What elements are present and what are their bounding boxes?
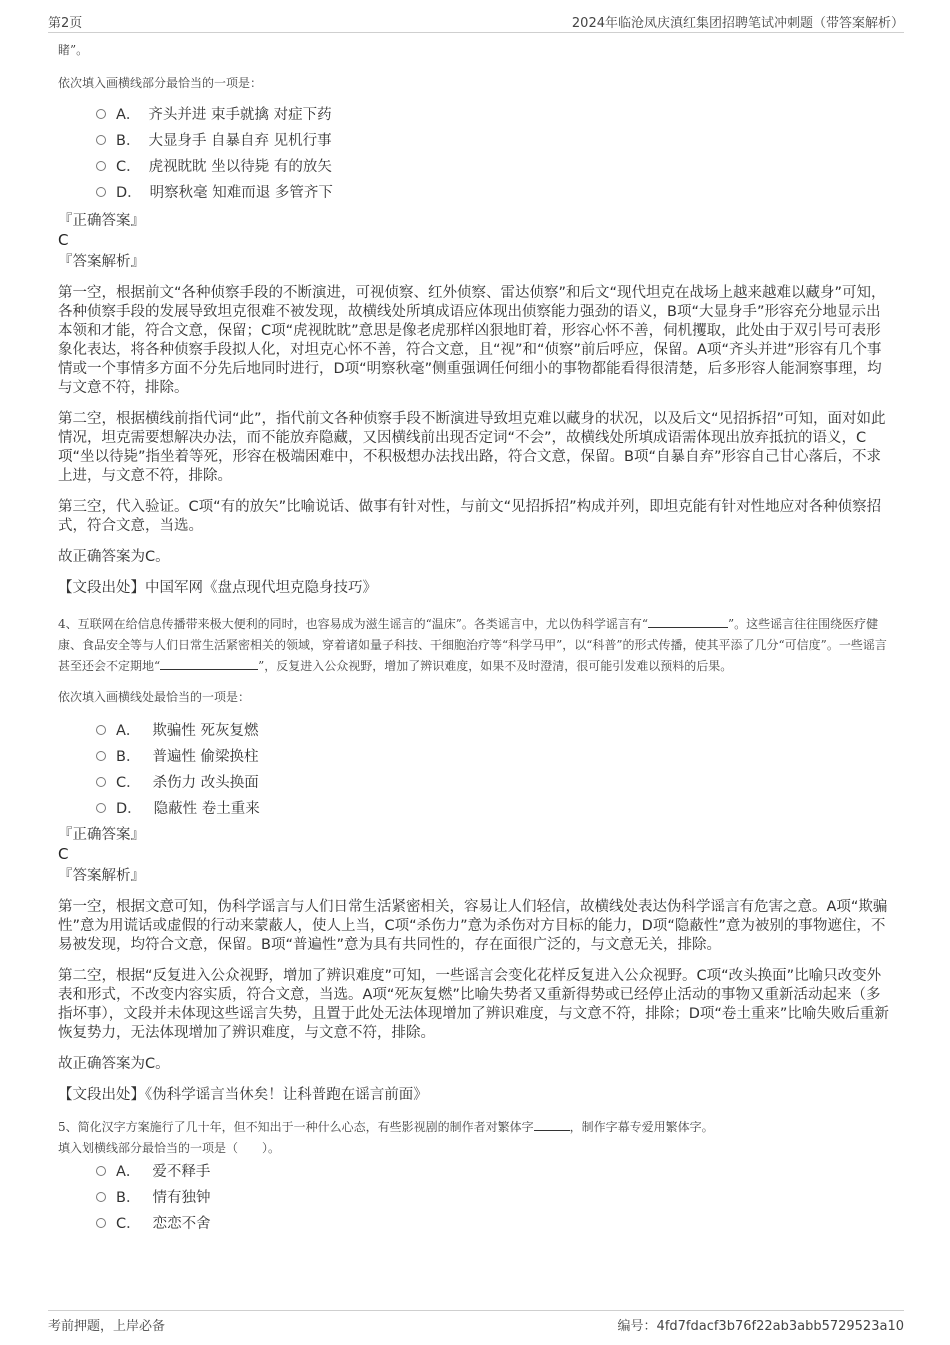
page-content bbox=[58, 44, 894, 1237]
q4-analysis-1: 第一空，根据文意可知，伪科学谣言与人们日常生活紧密相关，容易让人们轻信，故横线处表达伪科学谣言有危害之意。A项“欺骗性”意为用谎话或虚假的行动来蒙蔽人，使人上当，C项“杀伤力”意为杀伤对方目标的能力，D项“隐蔽性”意为被别的事物遮住，不易被发现，均符合文意，保留。B项“普遍性”意为具有共同性的，存在面很广泛的，与文意无关，排除。 bbox=[58, 899, 888, 953]
q5-blank bbox=[534, 1118, 570, 1131]
page-footer bbox=[48, 1310, 904, 1333]
q4-answer-label: 『正确答案』 bbox=[58, 827, 145, 843]
q5-options bbox=[96, 1159, 894, 1237]
q3-analysis-label: 『答案解析』 bbox=[58, 254, 145, 270]
footer-slogan: 考前押题，上岸必备 bbox=[48, 1319, 166, 1334]
q3-answer-label: 『正确答案』 bbox=[58, 213, 145, 229]
q5-option-a[interactable]: A． 爱不释手 bbox=[96, 1159, 894, 1185]
q5-option-b[interactable]: B． 情有独钟 bbox=[96, 1185, 894, 1211]
q3-prompt: 依次填入画横线部分最恰当的一项是： bbox=[58, 76, 263, 90]
page-header bbox=[48, 10, 904, 33]
q4-blank-2 bbox=[160, 657, 258, 670]
q4-options bbox=[96, 718, 894, 822]
q3-analysis-3: 第三空，代入验证。C项“有的放矢”比喻说话、做事有针对性，与前文“见招拆招”构成并列，即坦克能有针对性地应对各种侦察招式，符合文意，当选。 bbox=[58, 499, 882, 534]
q4-analysis-2: 第二空，根据“反复进入公众视野，增加了辨识难度”可知，一些谣言会变化花样反复进入公众视野。C项“改头换面”比喻只改变外表和形式，不改变内容实质，符合文意，当选。A项“死灰复燃”比喻失势者又重新得势或已经停止活动的事物又重新活动起来（多指坏事），文段并未体现这些谣言失势，且置于此处无法体现增加了辨识难度，与文意不符，排除；D项“卷土重来”比喻失败后重新恢复势力，无法体现增加了辨识难度，与文意不符，排除。 bbox=[58, 968, 889, 1041]
q4-blank-1 bbox=[648, 615, 728, 628]
q3-option-b[interactable]: B． 大显身手 自暴自弃 见机行事 bbox=[96, 128, 894, 154]
q3-analysis-1: 第一空，根据前文“各种侦察手段的不断演进，可视侦察、红外侦察、雷达侦察”和后文“现代坦克在战场上越来越难以藏身”可知，各种侦察手段的发展导致坦克很难不被发现，故横线处所填成语应体现出侦察能力强劲的语义，B项“大显身手”形容充分地显示出本领和才能，符合文意，保留；C项“虎视眈眈”意思是像老虎那样凶狠地盯着，形容心怀不善，伺机攫取，此处由于双引号可表形象化表达，将各种侦察手段拟人化，对坦克心怀不善，符合文意，且“视”和“侦察”前后呼应，保留。A项“齐头并进”形容有几个事情或一个事情多方面不分先后地同时进行，D项“明察秋毫”侧重强调任何细小的事物都能看得很清楚，后多形容人能洞察事理，均与文意不符，排除。 bbox=[58, 285, 886, 396]
radio-icon[interactable] bbox=[96, 1166, 106, 1176]
q4-option-b[interactable]: B． 普遍性 偷梁换柱 bbox=[96, 744, 894, 770]
q3-answer: C bbox=[58, 231, 69, 249]
q3-analysis-2: 第二空，根据横线前指代词“此”，指代前文各种侦察手段不断演进导致坦克难以藏身的状况，以及后文“见招拆招”可知，面对如此情况，坦克需要想解决办法，而不能放弃隐藏，又因横线前出现否定词“不会”，故横线处所填成语需体现出放弃抵抗的语义，C项“坐以待毙”指坐着等死，形容在极端困难中，不积极想办法找出路，符合文意，保留。B项“自暴自弃”形容自己甘心落后，不求上进，与文意不符，排除。 bbox=[58, 411, 886, 484]
q5-stem: 5、简化汉字方案施行了几十年，但不知出于一种什么心态，有些影视剧的制作者对繁体字 ，制作字幕专爱用繁体字。 bbox=[58, 1120, 714, 1134]
q4-analysis-label: 『答案解析』 bbox=[58, 868, 145, 884]
q5-option-c[interactable]: C． 恋恋不舍 bbox=[96, 1211, 894, 1237]
q4-prompt: 依次填入画横线处最恰当的一项是： bbox=[58, 690, 251, 704]
q4-option-c[interactable]: C． 杀伤力 改头换面 bbox=[96, 770, 894, 796]
q4-stem: 4、互联网在给信息传播带来极大便利的同时，也容易成为滋生谣言的“温床”。各类谣言中，尤以伪科学谣言有“ ”。这些谣言往往围绕医疗健康、食品安全等与人们日常生活紧密相关的领域，穿着诸如量子科技、干细胞治疗等“科学马甲”，以“科普”的形式传播，使其平添了几分“可信度”。一些谣言甚至还会不定期地“ ”，反复进入公众视野，增加了辨识难度，如果不及时澄清，很可能引发难以预料的后果。 bbox=[58, 617, 887, 673]
radio-icon[interactable] bbox=[96, 803, 106, 813]
q3-option-d[interactable]: D． 明察秋毫 知难而退 多管齐下 bbox=[96, 180, 894, 206]
q4-option-d[interactable]: D． 隐蔽性 卷土重来 bbox=[96, 796, 894, 822]
page-number: 第2页 bbox=[48, 16, 83, 31]
q3-option-a[interactable]: A． 齐头并进 束手就擒 对症下药 bbox=[96, 102, 894, 128]
q3-options bbox=[96, 102, 894, 206]
radio-icon[interactable] bbox=[96, 187, 106, 197]
q4-conclusion: 故正确答案为C。 bbox=[58, 1056, 170, 1072]
radio-icon[interactable] bbox=[96, 161, 106, 171]
document-title: 2024年临沧凤庆滇红集团招聘笔试冲刺题（带答案解析） bbox=[571, 16, 904, 31]
q4-source: 【文段出处】《伪科学谣言当休矣！让科普跑在谣言前面》 bbox=[58, 1087, 428, 1103]
radio-icon[interactable] bbox=[96, 777, 106, 787]
q4-option-a[interactable]: A． 欺骗性 死灰复燃 bbox=[96, 718, 894, 744]
q3-tail: 睹”。 bbox=[58, 43, 89, 57]
document-code: 编号：4fd7fdacf3b76f22ab3abb5729523a10 bbox=[617, 1319, 904, 1334]
radio-icon[interactable] bbox=[96, 725, 106, 735]
radio-icon[interactable] bbox=[96, 109, 106, 119]
q5-prompt: 填入划横线部分最恰当的一项是（ ）。 bbox=[58, 1141, 281, 1155]
q4-answer: C bbox=[58, 845, 69, 863]
radio-icon[interactable] bbox=[96, 1218, 106, 1228]
radio-icon[interactable] bbox=[96, 1192, 106, 1202]
q3-option-c[interactable]: C． 虎视眈眈 坐以待毙 有的放矢 bbox=[96, 154, 894, 180]
q3-source: 【文段出处】中国军网《盘点现代坦克隐身技巧》 bbox=[58, 580, 377, 596]
radio-icon[interactable] bbox=[96, 135, 106, 145]
q3-conclusion: 故正确答案为C。 bbox=[58, 549, 170, 565]
radio-icon[interactable] bbox=[96, 751, 106, 761]
